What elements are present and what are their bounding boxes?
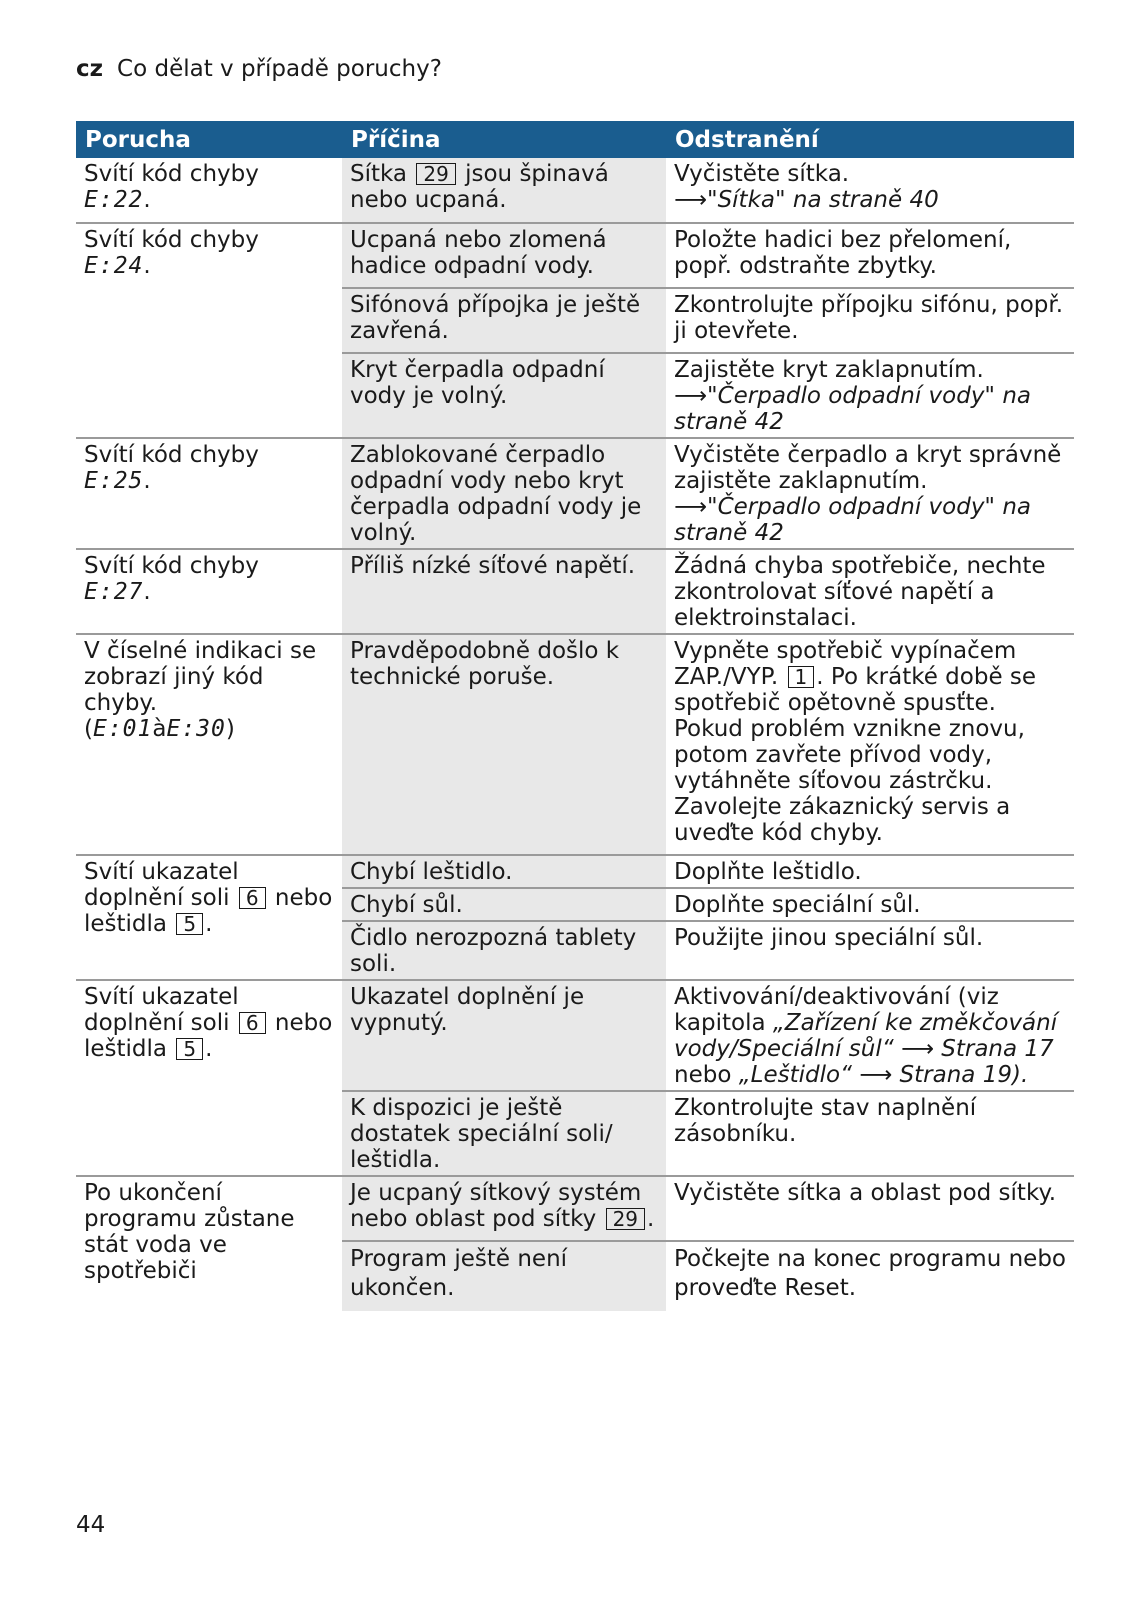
power-key-label: 1 <box>788 666 815 688</box>
table-row <box>76 856 1074 981</box>
column-header-remedy: Odstranění <box>675 127 819 153</box>
page-reference-link[interactable]: "Čerpadlo odpadní vody" na straně 42 <box>674 383 1031 435</box>
rinse-aid-indicator-key-label: 5 <box>176 1038 203 1060</box>
troubleshooting-table <box>76 121 1074 1311</box>
cause-cell: Čidlo nerozpozná tablety soli. <box>342 922 666 979</box>
cause-cell: Pravděpodobně došlo k technické poruše. <box>342 635 666 854</box>
cause-text: Sítka <box>350 161 408 187</box>
fault-text: V číselné indikaci se zobrazí jiný kód chyby. <box>84 638 317 716</box>
cause-cell <box>342 158 666 222</box>
filter-key-label: 29 <box>416 163 455 185</box>
table-row <box>76 224 1074 439</box>
cause-text: Je ucpaný sítkový systém nebo oblast pod sítky <box>350 1180 642 1232</box>
fault-text: Svítí kód chyby <box>84 553 259 579</box>
cause-cell: Chybí sůl. <box>342 889 666 920</box>
table-header-row <box>76 121 1074 158</box>
remedy-cell <box>666 158 1074 222</box>
remedy-cell: Použijte jinou speciální sůl. <box>674 925 984 951</box>
punctuation: . <box>205 911 213 937</box>
remedy-cell: Položte hadici bez přelomení, popř. odstraňte zbytky. <box>674 227 1012 279</box>
filter-key-label: 29 <box>606 1208 645 1230</box>
punctuation: . <box>205 1036 213 1062</box>
fault-text: nebo leštidla <box>84 1010 333 1062</box>
error-code: E:30 <box>166 716 226 742</box>
remedy-text: nebo <box>674 1062 739 1088</box>
cause-cell: Program ještě není ukončen. <box>342 1242 666 1311</box>
language-code: cz <box>76 56 104 82</box>
page-header <box>76 56 442 82</box>
chapter-reference-link[interactable]: „Zařízení ke změkčování vody/Speciální sůl“ ⟶ Strana 17 <box>674 1010 1058 1062</box>
fault-text: Svítí ukazatel doplnění soli <box>84 859 239 911</box>
sub-row <box>342 439 1074 548</box>
sub-row <box>342 856 1074 887</box>
error-code: E:22 <box>84 187 144 213</box>
sub-row <box>342 887 1074 920</box>
error-code: E:25 <box>84 468 144 494</box>
salt-indicator-key-label: 6 <box>239 887 266 909</box>
remedy-cell <box>666 635 1074 854</box>
fault-cell <box>76 981 342 1175</box>
fault-cell <box>76 635 342 854</box>
fault-cell <box>76 439 342 548</box>
fault-cell: Po ukončení programu zůstane stát voda ve spotřebiči <box>84 1180 295 1284</box>
sub-row <box>342 550 1074 633</box>
punctuation: . <box>143 253 151 279</box>
cause-cell: Chybí leštidlo. <box>342 856 666 887</box>
sub-row <box>342 920 1074 979</box>
cause-cell <box>342 1177 666 1240</box>
fault-cell <box>76 856 342 979</box>
fault-cell <box>76 224 342 437</box>
cause-cell: Ucpaná nebo zlomená hadice odpadní vody. <box>342 224 666 287</box>
arrow-icon: ⟶ <box>674 383 707 409</box>
sub-row <box>342 1177 1074 1240</box>
remedy-text: Vyčistěte sítka. <box>674 161 850 187</box>
fault-cell <box>76 158 342 222</box>
table-row <box>76 635 1074 856</box>
sub-row <box>342 635 1074 854</box>
connector-text: à <box>152 716 167 742</box>
fault-text: Svítí kód chyby <box>84 227 259 253</box>
salt-indicator-key-label: 6 <box>239 1012 266 1034</box>
column-header-fault: Porucha <box>85 127 191 153</box>
remedy-cell: Zkontrolujte stav naplnění zásobníku. <box>674 1095 977 1147</box>
remedy-text: . Po krátké době se spotřebič opětovně spusťte. Pokud problém vznikne znovu, potom zavřete přívod vody, vytáhněte síťovou zástrčku. Zavolejte zákaznický servis a uveďte kód chyby. <box>674 664 1037 846</box>
rinse-aid-indicator-key-label: 5 <box>176 913 203 935</box>
remedy-cell: Žádná chyba spotřebiče, nechte zkontrolovat síťové napětí a elektroinstalaci. <box>674 553 1046 631</box>
remedy-cell: Počkejte na konec programu nebo proveďte Reset. <box>674 1246 1066 1301</box>
punctuation: ( <box>84 716 93 742</box>
table-row <box>76 158 1074 224</box>
punctuation: . <box>647 1206 655 1232</box>
error-code: E:27 <box>84 579 144 605</box>
cause-text: jsou špinavá nebo ucpaná. <box>350 161 609 213</box>
remedy-text: Zajistěte kryt zaklapnutím. <box>674 357 984 383</box>
page-reference-link[interactable]: "Sítka" na straně 40 <box>706 187 939 213</box>
arrow-icon: ⟶ <box>674 187 707 213</box>
sub-row <box>342 981 1074 1090</box>
remedy-cell: Doplňte leštidlo. <box>674 859 862 885</box>
sub-row <box>342 158 1074 222</box>
cause-cell: Sifónová přípojka je ještě zavřená. <box>342 289 666 352</box>
table-row <box>76 1177 1074 1311</box>
remedy-cell <box>666 439 1074 548</box>
sub-row <box>342 1240 1074 1311</box>
sub-row <box>342 287 1074 352</box>
cause-cell: Příliš nízké síťové napětí. <box>342 550 666 633</box>
remedy-cell <box>666 981 1074 1090</box>
table-row <box>76 550 1074 635</box>
cause-cell: Zablokované čerpadlo odpadní vody nebo kryt čerpadla odpadní vody je volný. <box>342 439 666 548</box>
column-header-cause: Příčina <box>351 127 441 153</box>
page-title: Co dělat v případě poruchy? <box>117 56 442 82</box>
cause-cell: Kryt čerpadla odpadní vody je volný. <box>342 354 666 437</box>
remedy-text: Vyčistěte čerpadlo a kryt správně zajistěte zaklapnutím. <box>674 442 1062 494</box>
remedy-text: Vypněte spotřebič vypínačem ZAP./VYP. <box>674 638 1017 690</box>
table-row <box>76 439 1074 550</box>
fault-text: Svítí kód chyby <box>84 161 259 187</box>
fault-text: Svítí kód chyby <box>84 442 259 468</box>
fault-cell <box>76 550 342 633</box>
page-reference-link[interactable]: "Čerpadlo odpadní vody" na straně 42 <box>674 494 1031 546</box>
cause-cell: Ukazatel doplnění je vypnutý. <box>342 981 666 1090</box>
sub-row <box>342 352 1074 437</box>
remedy-cell <box>666 354 1074 437</box>
error-code: E:01 <box>92 716 153 742</box>
sub-row <box>342 224 1074 287</box>
punctuation: ) <box>225 716 235 742</box>
remedy-cell: Zkontrolujte přípojku sifónu, popř. ji otevřete. <box>674 292 1064 344</box>
remedy-text: Aktivování/deaktivování (viz kapitola <box>674 984 999 1036</box>
remedy-cell: Doplňte speciální sůl. <box>674 892 921 918</box>
punctuation: . <box>143 579 151 605</box>
chapter-reference-link[interactable]: „Leštidlo“ ⟶ Strana 19). <box>738 1062 1029 1088</box>
error-code: E:24 <box>84 253 144 279</box>
punctuation: . <box>143 187 151 213</box>
table-row <box>76 981 1074 1177</box>
sub-row <box>342 1090 1074 1175</box>
punctuation: . <box>143 468 151 494</box>
page-number: 44 <box>76 1512 106 1538</box>
fault-text: Svítí ukazatel doplnění soli <box>84 984 239 1036</box>
arrow-icon: ⟶ <box>674 494 707 520</box>
remedy-cell: Vyčistěte sítka a oblast pod sítky. <box>674 1180 1057 1206</box>
cause-cell: K dispozici je ještě dostatek speciální soli/ leštidla. <box>342 1092 666 1175</box>
fault-text: nebo leštidla <box>84 885 333 937</box>
